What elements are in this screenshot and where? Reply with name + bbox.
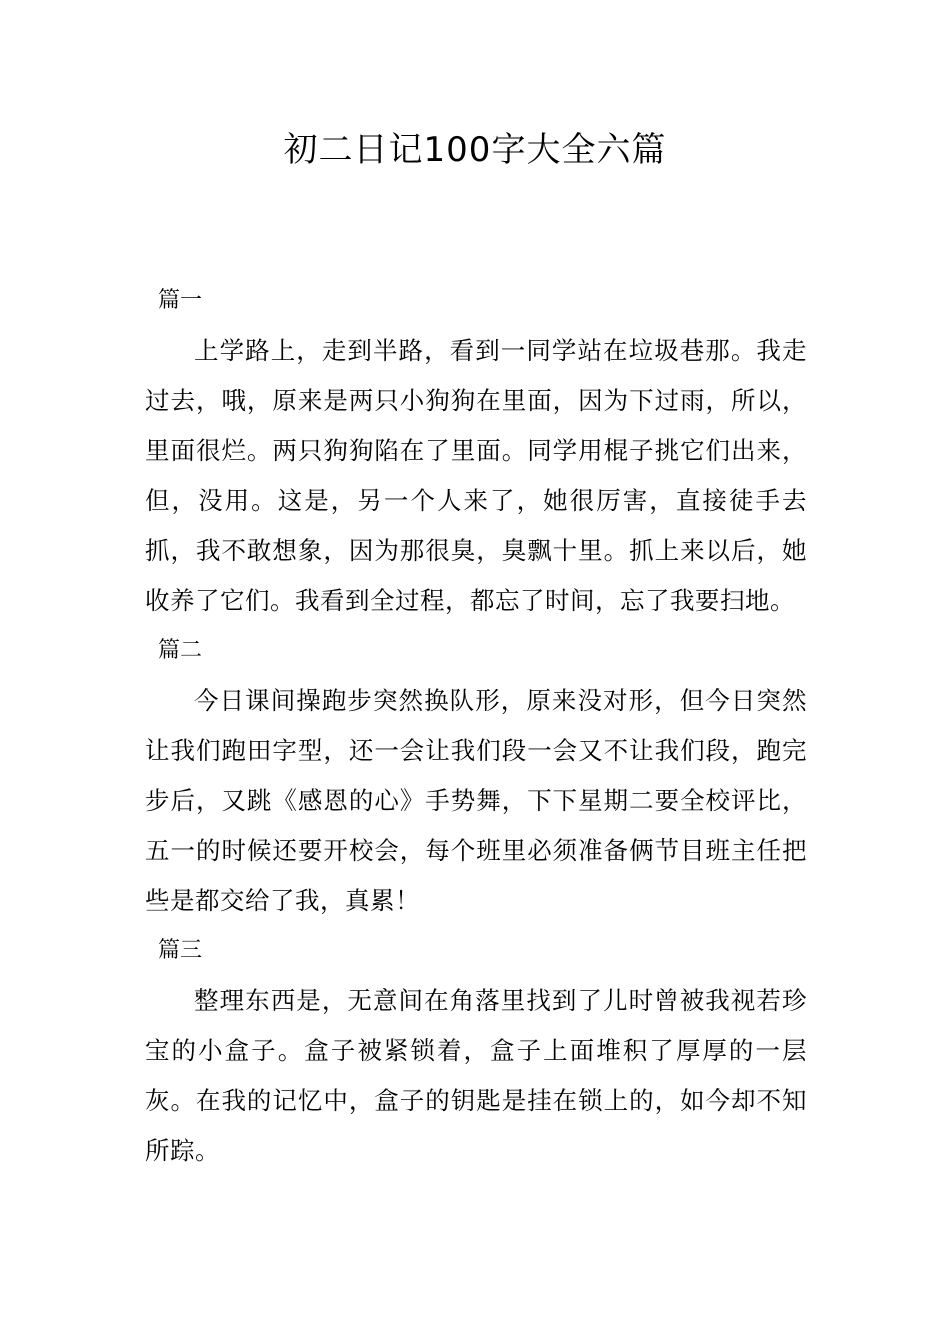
section-label: 篇一: [158, 288, 203, 313]
section-paragraph: 上学路上，走到半路，看到一同学站在垃圾巷那。我走过去，哦，原来是两只小狗狗在里面，因为下过雨，所以，里面很烂。两只狗狗陷在了里面。同学用棍子挑它们出来，但，没用。这是，另一个人来了，她很厉害，直接徒手去抓，我不敢想象，因为那很臭，臭飘十里。抓上来以后，她收养了它们。我看到全过程，都忘了时间，忘了我要扫地。: [145, 336, 807, 615]
section-paragraph: 今日课间操跑步突然换队形，原来没对形，但今日突然让我们跑田字型，还一会让我们段一会又不让我们段，跑完步后，又跳《感恩的心》手势舞，下下星期二要全校评比，五一的时候还要开校会，每个班里必须准备俩节目班主任把些是都交给了我，真累！: [145, 686, 807, 915]
section-label: 篇三: [158, 938, 203, 963]
document-body: [145, 276, 807, 1176]
document-title: 初二日记100字大全六篇: [283, 130, 667, 170]
section-2: [145, 626, 807, 926]
section-paragraph: 整理东西是，无意间在角落里找到了儿时曾被我视若珍宝的小盒子。盒子被紧锁着，盒子上面堆积了厚厚的一层灰。在我的记忆中，盒子的钥匙是挂在锁上的，如今却不知所踪。: [145, 986, 807, 1165]
section-1: [145, 276, 807, 626]
section-label: 篇二: [158, 638, 203, 663]
section-3: [145, 926, 807, 1176]
